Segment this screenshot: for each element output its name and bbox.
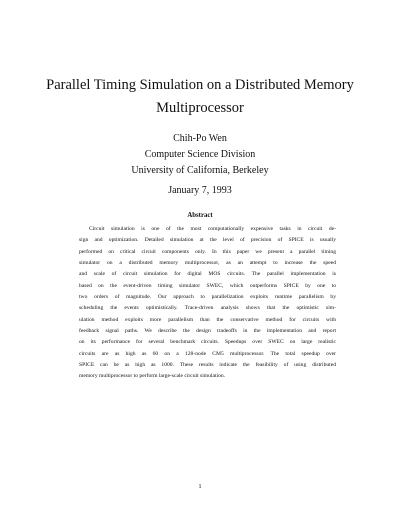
abstract-line: based on the event-driven timing simulator SWEC, which outperforms SPICE by one to [79, 282, 336, 289]
abstract-line: scheduling the events optimistically. Trace-driven analysis shows that the optimistic sim- [79, 305, 336, 312]
author-block [40, 131, 360, 179]
abstract-line: memory multiprocessor to perform large-scale circuit simulation. [79, 373, 226, 380]
paper-title [20, 74, 380, 120]
abstract-line: on its performance for several benchmark circuits. Speedups over SWEC on large realistic [79, 339, 336, 346]
author-institution: University of California, Berkeley [131, 165, 269, 176]
abstract-line: feedback signal paths. We describe the design tradeoffs in the implementation and report [79, 328, 336, 335]
abstract-line: SPICE can be as high as 1000. These results indicate the feasibility of using distributed [79, 362, 336, 369]
abstract-line: Circuit simulation is one of the most computationally expensive tasks in circuit de- [89, 226, 336, 232]
page-number: 1 [198, 483, 202, 490]
abstract-body [79, 224, 336, 383]
author-department: Computer Science Division [144, 149, 256, 160]
abstract-line: sign and optimization. Detailed simulation at the level of precision of SPICE is usually [79, 237, 336, 244]
paper-date: January 7, 1993 [168, 185, 232, 196]
abstract-line: and scale of circuit simulation for digital MOS circuits. The parallel implementation is [79, 271, 336, 278]
abstract-line: performed on critical circuit components only. In this paper we present a parallel timing [79, 248, 336, 255]
paper-title-line-1: Parallel Timing Simulation on a Distributed Memory [46, 77, 354, 93]
abstract-line: circuits are as high as 60 on a 128-node CM5 multiprocessor. The total speedup over [79, 350, 336, 357]
abstract-line: simulator on a distributed memory multiprocessor, as an attempt to increase the speed [79, 260, 336, 267]
abstract-line: ulation method exploits more parallelism than the conservative method for circuits with [79, 316, 336, 323]
abstract-line: two orders of magnitude. Our approach to parallelization exploits runtime parallelism by [79, 294, 336, 301]
abstract-heading: Abstract [187, 212, 213, 219]
author-name: Chih-Po Wen [173, 133, 227, 144]
paper-title-line-2: Multiprocessor [156, 100, 244, 116]
